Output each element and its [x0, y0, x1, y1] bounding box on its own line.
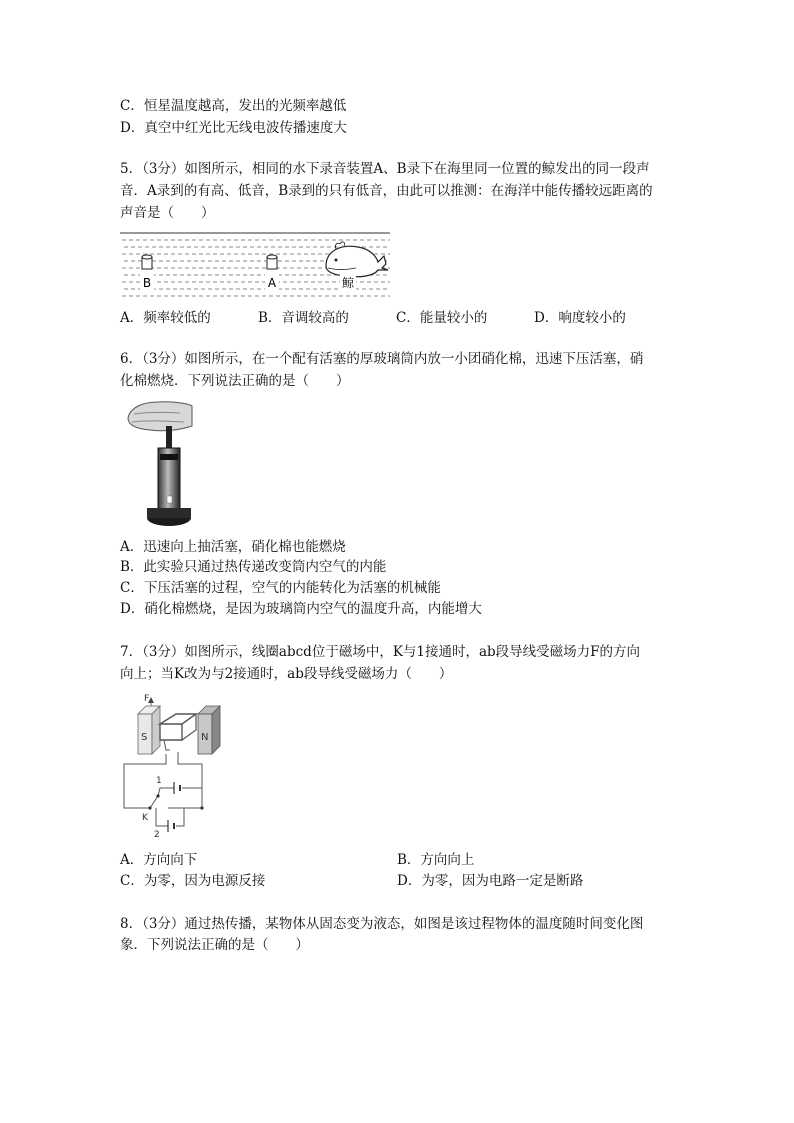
- q8-stem-line1: 8．（3分）通过热传播，某物体从固态变为液态，如图是该过程物体的温度随时间变化图: [120, 916, 644, 932]
- q5-option-b: B．音调较高的: [258, 310, 349, 326]
- recorder-a-label: A: [267, 276, 277, 290]
- q6-option-c: C．下压活塞的过程，空气的内能转化为活塞的机械能: [120, 580, 441, 596]
- q7-option-c: C．为零，因为电源反接: [120, 873, 266, 889]
- q5-stem-line2: 音．A录到的有高、低音，B录到的只有低音，由此可以推测：在海洋中能传播较远距离的: [120, 183, 653, 199]
- coil-abcd: [160, 714, 196, 750]
- q5-stem-line1: 5．（3分）如图所示，相同的水下录音装置A、B录下在海里同一位置的鲸发出的同一段声: [120, 161, 650, 177]
- battery-1-icon: [174, 782, 180, 794]
- magnet-n: [198, 706, 220, 754]
- switch-k-label: K: [142, 813, 148, 823]
- option-c-prev: C．恒星温度越高，发出的光频率越低: [120, 98, 347, 114]
- magnet-s-label: S: [141, 732, 148, 743]
- whale-label: 鲸: [341, 276, 355, 290]
- q8-stem-line2: 象．下列说法正确的是（ ）: [120, 937, 309, 953]
- q6-option-a: A．迅速向上抽活塞，硝化棉也能燃烧: [120, 539, 346, 555]
- recorder-b-label: B: [142, 276, 152, 290]
- recorder-a-icon: [267, 255, 277, 269]
- q5-option-c: C．能量较小的: [396, 310, 488, 326]
- q5-option-d: D．响度较小的: [534, 310, 626, 326]
- q5-sea-figure: [120, 230, 395, 298]
- q6-stem-line2: 化棉燃烧．下列说法正确的是（ ）: [120, 373, 350, 389]
- q7-stem-line1: 7．（3分）如图所示，线圈abcd位于磁场中，K与1接通时，ab段导线受磁场力F的方向: [120, 644, 641, 660]
- switch-pos-1-label: 1: [156, 776, 162, 786]
- q7-stem-line2: 向上；当K改为与2接通时，ab段导线受磁场力（ ）: [120, 666, 453, 682]
- magnet-n-label: N: [201, 732, 209, 743]
- q6-stem-line1: 6．（3分）如图所示，在一个配有活塞的厚玻璃筒内放一小团硝化棉，迅速下压活塞，硝: [120, 351, 644, 367]
- q6-option-d: D．硝化棉燃烧，是因为玻璃筒内空气的温度升高，内能增大: [120, 601, 482, 617]
- q5-option-a: A．频率较低的: [120, 310, 211, 326]
- option-d-prev: D．真空中红光比无线电波传播速度大: [120, 120, 347, 136]
- q5-stem-line3: 声音是（ ）: [120, 205, 215, 221]
- recorder-b-icon: [142, 255, 152, 269]
- hand-icon: [128, 402, 192, 431]
- q7-option-a: A．方向向下: [120, 852, 198, 868]
- q7-option-d: D．为零，因为电路一定是断路: [397, 873, 584, 889]
- force-label: F: [144, 694, 150, 704]
- q6-piston-figure: [120, 396, 200, 531]
- q6-option-b: B．此实验只通过热传递改变筒内空气的内能: [120, 559, 387, 575]
- q7-motor-figure: [120, 692, 230, 838]
- switch-pos-2-label: 2: [154, 830, 160, 838]
- battery-2-icon: [168, 820, 174, 832]
- magnet-s: [138, 706, 160, 754]
- q7-option-b: B．方向向上: [397, 852, 475, 868]
